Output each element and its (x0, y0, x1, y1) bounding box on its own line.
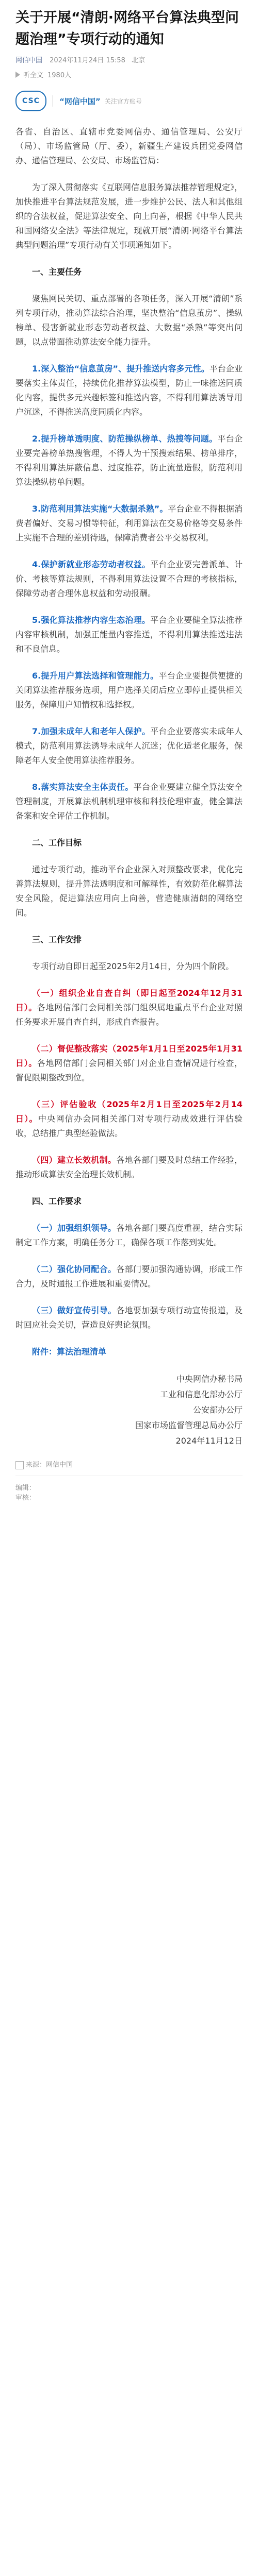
signer-2: 工业和信息化部办公厅 (159, 1389, 243, 1399)
task-3-body: 平台企业不得根据消费者偏好、交易习惯等特征，利用算法在交易价格等交易条件上实施不合理的差别待遇，保障消费者公平交易权利。 (15, 504, 243, 543)
intro-paragraph: 为了深入贯彻落实《互联网信息服务算法推荐管理规定》，加快推进平台算法规范发展，进一步维护公民、法人和其他组织的合法权益，促进算法安全、向上向善，根据《中华人民共和国网络安全法》等法律规定，现就开展“清朗·网络平台算法典型问题治理”专项行动有关事项通知如下。 (15, 182, 243, 250)
task-7-title: 7.加强未成年人和老年人保护。 (32, 726, 151, 736)
listen-label: 听全文 (23, 72, 44, 79)
phase-3-body: 中央网信办会同相关部门对专项行动成效进行评估验收，总结推广典型经验做法。 (15, 1114, 243, 1138)
task-1 (15, 362, 243, 419)
article (0, 7, 258, 1502)
signer-1: 中央网信办秘书局 (176, 1374, 243, 1384)
section-3-intro: 专项行动自即日起至2025年2月14日，分为四个阶段。 (32, 961, 234, 971)
article-title: 关于开展“清朗·网络平台算法典型问题治理”专项行动的通知 (15, 10, 239, 47)
section-3-title: 三、工作安排 (32, 935, 82, 944)
phase-4-body: 各地各部门要及时总结工作经验，推动形成算法安全治理长效机制。 (15, 1155, 243, 1179)
requirement-3-body: 各地要加强专项行动宣传报道，及时回应社会关切，营造良好舆论氛围。 (15, 1306, 243, 1330)
signer-4: 国家市场监督管理总局办公厅 (135, 1420, 243, 1430)
task-8-body: 平台企业要建立健全算法安全管理制度，开展算法机制机理审核和科技伦理审查，健全算法备案和安全评估工作机制。 (15, 782, 243, 821)
account-name[interactable]: 网信中国 (15, 57, 43, 64)
task-5-title: 5.强化算法推荐内容生态治理。 (32, 615, 151, 625)
task-4 (15, 557, 243, 601)
task-5-body: 平台企业要健全算法推荐内容审核机制，加强正能量内容推送，不得利用算法推送违法和不良信息。 (15, 615, 243, 654)
csc-logo: CSC (15, 91, 46, 111)
task-6-title: 6.提升用户算法选择和管理能力。 (32, 671, 159, 681)
salutation: 各省、自治区、直辖市党委网信办、通信管理局、公安厅（局）、市场监管局（厅、委），新疆生产建设兵团党委网信办、通信管理局、公安局、市场监管局： (15, 127, 243, 165)
phase-1-body: 各地网信部门会同相关部门组织属地重点平台企业对照任务要求开展自查自纠，形成自查报告。 (15, 1003, 243, 1027)
requirement-1-body: 各地各部门要高度重视，结合实际制定工作方案，明确任务分工，确保各项工作落到实处。 (15, 1223, 243, 1247)
phase-1-title: （一）组织企业自查自纠（即日起至2024年12月31日）。 (15, 988, 243, 1012)
section-4-title: 四、工作要求 (32, 1196, 82, 1206)
listen-count: 1980人 (47, 72, 72, 79)
task-6-body: 平台企业要提供便捷的关闭算法推荐服务选项，用户选择关闭后应立即停止提供相关服务，保障用户知情权和选择权。 (15, 671, 243, 709)
footer-editor: 编辑： (15, 1484, 36, 1492)
phase-4-title: （四）建立长效机制。 (32, 1155, 117, 1165)
phase-1 (15, 986, 243, 1029)
task-3 (15, 502, 243, 545)
task-1-body: 平台企业要落实主体责任，持续优化推荐算法模型，防止一味推送同质化内容，提供多元兴趣标签和推送内容，不得利用算法诱导用户沉迷，不得推送高度同质化内容。 (15, 364, 243, 417)
article-meta (15, 55, 243, 64)
qr-code-icon (15, 1461, 24, 1469)
section-1-title: 一、主要任务 (32, 267, 82, 277)
task-7-body: 平台企业要落实未成年人模式，防范利用算法诱导未成年人沉迷；优化适老化服务，保障老年人安全使用算法推荐服务。 (15, 726, 243, 765)
section-2-title: 二、工作目标 (32, 838, 82, 848)
task-8-title: 8.落实算法安全主体责任。 (32, 782, 134, 792)
account-banner[interactable] (15, 91, 243, 111)
task-8 (15, 780, 243, 823)
listen-bar[interactable] (15, 70, 243, 79)
requirement-2-title: （二）强化协同配合。 (32, 1264, 117, 1274)
task-4-title: 4.保护新就业形态劳动者权益。 (32, 560, 151, 569)
phase-2 (15, 1042, 243, 1085)
article-footer (15, 1459, 243, 1502)
task-5 (15, 613, 243, 656)
phase-4 (15, 1153, 243, 1182)
requirement-2 (15, 1262, 243, 1291)
requirement-2-body: 各部门要加强沟通协调，形成工作合力，及时通报工作进展和重要情况。 (15, 1264, 243, 1289)
footer-source: 来源：网信中国 (15, 1459, 243, 1469)
task-1-title: 1.深入整治“信息茧房”、提升推送内容多元性。 (32, 364, 209, 374)
task-4-body: 平台企业要完善派单、计价、考核等算法规则，不得利用算法设置不合理的考核指标，保障劳动者合理休息权益和劳动报酬。 (15, 560, 243, 598)
section-1-intro: 聚焦网民关切、重点部署的各项任务，深入开展“清朗”系列专项行动，推动算法综合治理，坚决整治“信息茧房”、操纵榜单、侵害新就业形态劳动者权益、大数据“杀熟”等突出问题，以点带面推动算法安全能力提升。 (15, 294, 243, 347)
task-3-title: 3.防范利用算法实施“大数据杀熟”。 (32, 504, 168, 514)
attachment-link[interactable]: 附件：算法治理清单 (32, 1347, 107, 1357)
signer-3: 公安部办公厅 (192, 1405, 243, 1415)
task-2-title: 2.提升榜单透明度、防范操纵榜单、热搜等问题。 (32, 434, 218, 444)
requirement-3 (15, 1303, 243, 1332)
play-icon[interactable] (15, 72, 20, 78)
banner-tip: 关注官方账号 (104, 97, 142, 105)
section-2-body: 通过专项行动，推动平台企业深入对照整改要求，优化完善算法规则，提升算法透明度和可解释性，有效防范化解算法安全风险，促进算法应用向上向善，营造健康清朗的网络空间。 (15, 865, 243, 918)
task-2 (15, 432, 243, 489)
requirement-1-title: （一）加强组织领导。 (32, 1223, 117, 1233)
phase-2-body: 各地网信部门会同相关部门对企业自查情况进行检查，督促限期整改到位。 (15, 1058, 243, 1082)
phase-3 (15, 1097, 243, 1141)
task-2-body: 平台企业要完善榜单热搜管理，不得人为干预搜索结果、榜单排序，不得利用算法屏蔽信息、过度推荐，防止流量造假，防范利用算法操纵榜单问题。 (15, 434, 243, 487)
phase-2-title: （二）督促整改落实（2025年1月1日至2025年1月31日）。 (15, 1044, 243, 1068)
phase-3-title: （三）评估验收（2025年2月1日至2025年2月14日）。 (15, 1099, 243, 1124)
requirement-3-title: （三）做好宣传引导。 (32, 1306, 117, 1315)
task-6 (15, 669, 243, 712)
task-7 (15, 724, 243, 768)
footer-review: 审核： (15, 1494, 36, 1502)
banner-account-name: “网信中国” (59, 96, 101, 106)
publish-datetime: 2024年11月24日 15:58 (50, 57, 125, 64)
requirement-1 (15, 1221, 243, 1250)
ip-location: 北京 (132, 57, 146, 64)
sign-date: 2024年11月12日 (175, 1436, 243, 1446)
